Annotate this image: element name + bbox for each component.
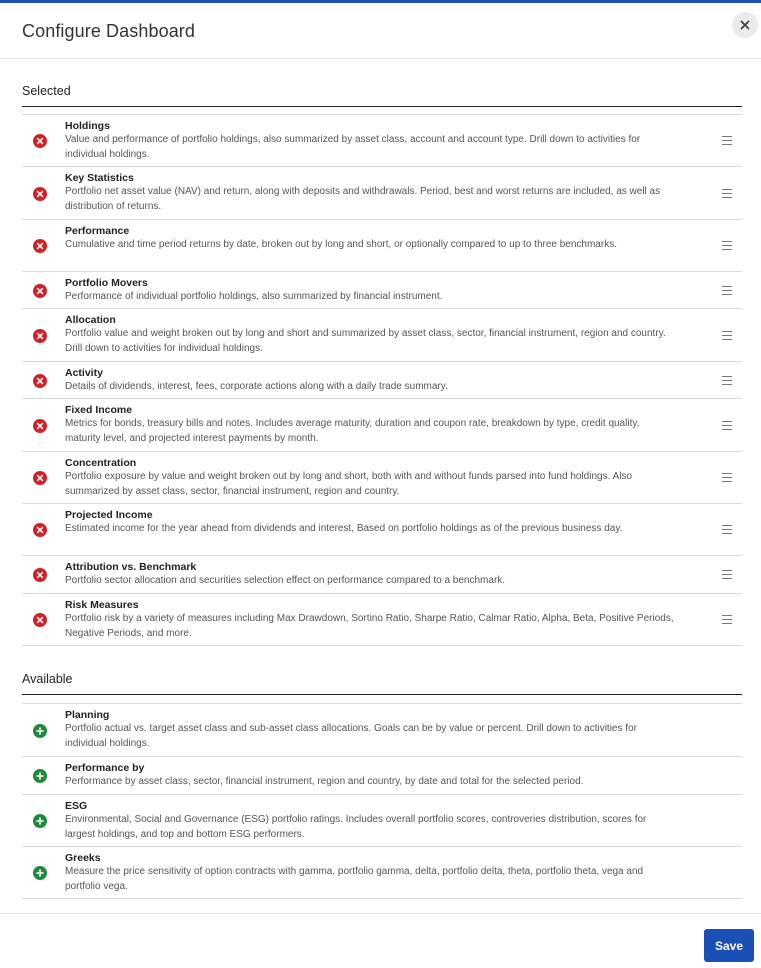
drag-handle-icon[interactable] bbox=[722, 615, 732, 624]
widget-title: Activity bbox=[65, 367, 103, 379]
remove-widget-button[interactable] bbox=[33, 239, 47, 253]
drag-handle-icon[interactable] bbox=[722, 473, 732, 482]
remove-widget-button[interactable] bbox=[33, 187, 47, 201]
widget-title: Risk Measures bbox=[65, 599, 139, 611]
drag-handle-line bbox=[722, 339, 732, 340]
widget-title: Holdings bbox=[65, 120, 110, 132]
widget-description: Portfolio actual vs. target asset class and sub-asset class allocations. Goals can be by value or percent. Drill down to activities for individual holdings. bbox=[65, 723, 637, 749]
drag-handle-line bbox=[722, 136, 732, 137]
widget-title: Performance bbox=[65, 225, 130, 237]
selected-section-title: Selected bbox=[22, 84, 71, 98]
widget-description: Portfolio value and weight broken out by long and short and summarized by asset class, sector, financial instrument, region and country. Drill down to activities for individual holdings. bbox=[65, 328, 666, 354]
widget-text bbox=[65, 172, 677, 214]
drag-handle-line bbox=[722, 140, 732, 141]
available-widget-row bbox=[22, 757, 742, 795]
remove-widget-button[interactable] bbox=[33, 613, 47, 627]
drag-handle-line bbox=[722, 197, 732, 198]
widget-text bbox=[65, 599, 677, 641]
remove-widget-button[interactable] bbox=[33, 471, 47, 485]
available-widget-row bbox=[22, 704, 742, 757]
drag-handle-icon[interactable] bbox=[722, 525, 732, 534]
remove-icon bbox=[36, 526, 44, 534]
add-widget-button[interactable] bbox=[33, 866, 47, 880]
remove-icon bbox=[36, 190, 44, 198]
drag-handle-icon[interactable] bbox=[722, 286, 732, 295]
drag-handle-line bbox=[722, 473, 732, 474]
widget-text bbox=[65, 709, 677, 751]
available-widget-row bbox=[22, 795, 742, 847]
add-icon bbox=[36, 727, 44, 735]
widget-description: Performance by asset class, sector, financial instrument, region and country, by date and total for the selected period. bbox=[65, 776, 584, 787]
drag-handle-line bbox=[722, 335, 732, 336]
selected-widget-row bbox=[22, 362, 742, 399]
drag-handle-line bbox=[722, 429, 732, 430]
widget-description: Portfolio net asset value (NAV) and return, along with deposits and withdrawals. Period, best and worst returns are included, as well as distribution of returns. bbox=[65, 186, 661, 212]
dialog-header bbox=[0, 3, 761, 59]
widget-title: Key Statistics bbox=[65, 172, 134, 184]
drag-handle-line bbox=[722, 290, 732, 291]
drag-handle-line bbox=[722, 286, 732, 287]
widget-description: Cumulative and time period returns by date, broken out by long and short, or optionally compared to up to three benchmarks. bbox=[65, 239, 617, 250]
selected-widget-row bbox=[22, 167, 742, 220]
save-button[interactable]: Save bbox=[704, 929, 754, 962]
drag-handle-icon[interactable] bbox=[722, 241, 732, 250]
remove-icon bbox=[36, 377, 44, 385]
remove-icon bbox=[36, 474, 44, 482]
drag-handle-icon[interactable] bbox=[722, 570, 732, 579]
selected-widget-row bbox=[22, 220, 742, 272]
drag-handle-line bbox=[722, 570, 732, 571]
remove-icon bbox=[36, 332, 44, 340]
widget-description: Value and performance of portfolio holdings, also summarized by asset class, account and account type. Drill down to activities for individual holdings. bbox=[65, 134, 641, 160]
add-widget-button[interactable] bbox=[33, 724, 47, 738]
drag-handle-line bbox=[722, 477, 732, 478]
drag-handle-line bbox=[722, 533, 732, 534]
widget-title: Fixed Income bbox=[65, 404, 133, 416]
add-icon bbox=[36, 817, 44, 825]
drag-handle-icon[interactable] bbox=[722, 376, 732, 385]
add-widget-button[interactable] bbox=[33, 814, 47, 828]
remove-widget-button[interactable] bbox=[33, 134, 47, 148]
remove-widget-button[interactable] bbox=[33, 284, 47, 298]
drag-handle-line bbox=[722, 380, 732, 381]
add-icon bbox=[36, 772, 44, 780]
available-widget-row bbox=[22, 847, 742, 899]
selected-widget-row bbox=[22, 452, 742, 504]
widget-description: Estimated income for the year ahead from dividends and interest, Based on portfolio holdings as of the previous business day. bbox=[65, 523, 623, 534]
drag-handle-line bbox=[722, 529, 732, 530]
widget-description: Portfolio exposure by value and weight broken out by long and short, both with and without funds parsed into fund holdings. Also summarized by asset class, sector, financial instrument, region and country. bbox=[65, 471, 633, 497]
drag-handle-line bbox=[722, 615, 732, 616]
remove-icon bbox=[36, 287, 44, 295]
remove-icon bbox=[36, 422, 44, 430]
widget-text bbox=[65, 561, 677, 589]
drag-handle-icon[interactable] bbox=[722, 136, 732, 145]
remove-icon bbox=[36, 571, 44, 579]
widget-description: Metrics for bonds, treasury bills and notes. Includes average maturity, duration and coupon rate, breakdown by type, credit quality, maturity level, and projected interest payments by month. bbox=[65, 418, 640, 444]
widget-text bbox=[65, 457, 677, 499]
dialog-title: Configure Dashboard bbox=[22, 21, 196, 41]
drag-handle-line bbox=[722, 241, 732, 242]
remove-widget-button[interactable] bbox=[33, 523, 47, 537]
widget-title: ESG bbox=[65, 800, 88, 812]
widget-text bbox=[65, 404, 677, 446]
dialog-footer bbox=[0, 913, 761, 968]
drag-handle-line bbox=[722, 249, 732, 250]
selected-widgets-list bbox=[22, 114, 742, 646]
selected-widget-row bbox=[22, 115, 742, 167]
drag-handle-line bbox=[722, 574, 732, 575]
drag-handle-line bbox=[722, 193, 732, 194]
widget-text bbox=[65, 277, 677, 305]
drag-handle-line bbox=[722, 619, 732, 620]
widget-text bbox=[65, 225, 677, 253]
widget-text bbox=[65, 120, 677, 162]
selected-widget-row bbox=[22, 504, 742, 556]
widget-description: Details of dividends, interest, fees, corporate actions along with a daily trade summary. bbox=[65, 381, 448, 392]
drag-handle-line bbox=[722, 421, 732, 422]
widget-description: Performance of individual portfolio holdings, also summarized by financial instrument. bbox=[65, 291, 443, 302]
drag-handle-line bbox=[722, 425, 732, 426]
available-section-title: Available bbox=[22, 672, 73, 686]
drag-handle-line bbox=[722, 376, 732, 377]
drag-handle-line bbox=[722, 481, 732, 482]
selected-section-divider bbox=[22, 106, 742, 107]
selected-widget-row bbox=[22, 272, 742, 309]
add-widget-button[interactable] bbox=[33, 769, 47, 783]
remove-widget-button[interactable] bbox=[33, 419, 47, 433]
drag-handle-icon[interactable] bbox=[722, 331, 732, 340]
selected-widget-row bbox=[22, 309, 742, 362]
available-widgets-list bbox=[22, 703, 742, 899]
remove-widget-button[interactable] bbox=[33, 329, 47, 343]
widget-title: Concentration bbox=[65, 457, 137, 469]
selected-widget-row bbox=[22, 399, 742, 452]
widget-text bbox=[65, 314, 677, 356]
drag-handle-icon[interactable] bbox=[722, 421, 732, 430]
widget-title: Allocation bbox=[65, 314, 116, 326]
drag-handle-line bbox=[722, 189, 732, 190]
drag-handle-line bbox=[722, 294, 732, 295]
widget-title: Greeks bbox=[65, 852, 101, 864]
drag-handle-line bbox=[722, 623, 732, 624]
drag-handle-icon[interactable] bbox=[722, 189, 732, 198]
drag-handle-line bbox=[722, 525, 732, 526]
remove-icon bbox=[36, 137, 44, 145]
close-button[interactable] bbox=[732, 12, 758, 38]
widget-text bbox=[65, 800, 677, 842]
widget-text bbox=[65, 852, 677, 894]
widget-title: Performance by bbox=[65, 762, 145, 774]
drag-handle-line bbox=[722, 331, 732, 332]
remove-icon bbox=[36, 616, 44, 624]
widget-title: Planning bbox=[65, 709, 110, 721]
widget-description: Measure the price sensitivity of option contracts with gamma, portfolio gamma, delta, portfolio delta, theta, portfolio theta, vega and portfolio vega. bbox=[65, 866, 644, 892]
drag-handle-line bbox=[722, 144, 732, 145]
widget-text bbox=[65, 509, 677, 537]
widget-text bbox=[65, 367, 677, 395]
widget-description: Portfolio risk by a variety of measures including Max Drawdown, Sortino Ratio, Sharpe Ratio, Calmar Ratio, Alpha, Beta, Positive Periods, Negative Periods, and more. bbox=[65, 613, 674, 639]
widget-title: Attribution vs. Benchmark bbox=[65, 561, 197, 573]
drag-handle-line bbox=[722, 578, 732, 579]
remove-icon bbox=[36, 242, 44, 250]
drag-handle-line bbox=[722, 384, 732, 385]
widget-description: Environmental, Social and Governance (ESG) portfolio ratings. Includes overall portfolio scores, controveries distribution, scores for largest holdings, and top and bottom ESG performers. bbox=[65, 814, 647, 840]
widget-title: Portfolio Movers bbox=[65, 277, 148, 289]
remove-widget-button[interactable] bbox=[33, 374, 47, 388]
available-section-divider bbox=[22, 694, 742, 695]
widget-description: Portfolio sector allocation and securities selection effect on performance compared to a benchmark. bbox=[65, 575, 506, 586]
widget-title: Projected Income bbox=[65, 509, 153, 521]
close-icon bbox=[740, 20, 750, 30]
add-icon bbox=[36, 869, 44, 877]
selected-widget-row bbox=[22, 594, 742, 646]
selected-widget-row bbox=[22, 556, 742, 594]
remove-widget-button[interactable] bbox=[33, 568, 47, 582]
drag-handle-line bbox=[722, 245, 732, 246]
widget-text bbox=[65, 762, 677, 790]
